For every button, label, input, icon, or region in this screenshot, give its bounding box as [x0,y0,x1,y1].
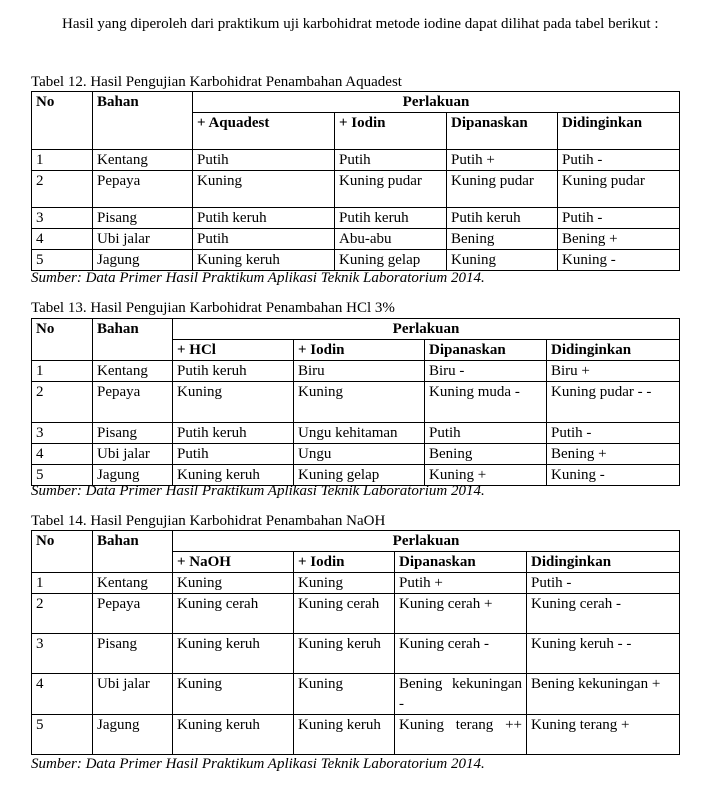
header-no: No [32,531,93,573]
cell: Kuning [294,573,395,594]
cell-no: 2 [32,171,93,208]
cell: Kuning gelap [294,465,425,486]
cell: Putih [425,423,547,444]
cell: Kuning [173,573,294,594]
cell: Kuning [173,674,294,715]
header-sub: Dipanaskan [395,552,527,573]
cell: Putih [193,229,335,250]
table-row [32,573,680,594]
cell-no: 4 [32,229,93,250]
cell-bahan: Kentang [93,150,193,171]
cell-no: 4 [32,444,93,465]
cell: Putih + [447,150,558,171]
cell-bahan: Jagung [93,465,173,486]
cell: Bening [447,229,558,250]
intro-paragraph: Hasil yang diperoleh dari praktikum uji karbohidrat metode iodine dapat dilihat pada tabel berikut : [62,16,659,32]
cell-no: 3 [32,423,93,444]
cell: Kuning keruh [173,715,294,755]
cell: Kuning keruh [173,465,294,486]
cell: Kuning cerah - [395,634,527,674]
cell-no: 5 [32,250,93,271]
cell-bahan: Kentang [93,361,173,382]
cell: Putih [173,444,294,465]
cell-no: 2 [32,382,93,423]
cell: Bening + [558,229,680,250]
cell: Bening kekuningan + [527,674,680,715]
cell: Kuning keruh [294,715,395,755]
cell: Kuning pudar [558,171,680,208]
table-13 [31,318,680,486]
cell: Abu-abu [335,229,447,250]
table-row [32,250,680,271]
cell: Kuning muda - [425,382,547,423]
cell-no: 5 [32,465,93,486]
cell-no: 4 [32,674,93,715]
cell-no: 3 [32,208,93,229]
cell: Putih - [547,423,680,444]
cell: Putih keruh [447,208,558,229]
cell: Putih + [395,573,527,594]
header-sub: Didinginkan [527,552,680,573]
header-sub: Dipanaskan [425,340,547,361]
cell: Kuning terang + [527,715,680,755]
cell-bahan: Ubi jalar [93,444,173,465]
cell-bahan: Ubi jalar [93,674,173,715]
cell: Biru [294,361,425,382]
header-sub: + Iodin [294,552,395,573]
cell: Kuning pudar [447,171,558,208]
table-14 [31,530,680,755]
cell: Putih [335,150,447,171]
cell-bahan: Jagung [93,250,193,271]
header-bahan: Bahan [93,531,173,573]
cell-no: 1 [32,573,93,594]
header-perlakuan: Perlakuan [193,92,680,113]
cell: Putih keruh [173,423,294,444]
table-row [32,674,680,715]
cell: Biru - [425,361,547,382]
cell: Putih keruh [193,208,335,229]
header-bahan: Bahan [93,92,193,150]
table-row [32,171,680,208]
cell: Putih keruh [335,208,447,229]
table-row [32,444,680,465]
cell: Kuning keruh [193,250,335,271]
cell: Kuning keruh [294,634,395,674]
cell: Kuning pudar - - [547,382,680,423]
table-12 [31,91,680,271]
table-row [32,715,680,755]
cell: Kuning pudar [335,171,447,208]
cell-bahan: Pepaya [93,382,173,423]
cell: Kuning [294,674,395,715]
cell: Kuning - [558,250,680,271]
table-row [32,382,680,423]
header-sub: Dipanaskan [447,113,558,150]
cell: Putih - [558,208,680,229]
table-row [32,423,680,444]
table-14-source: Sumber: Data Primer Hasil Praktikum Aplikasi Teknik Laboratorium 2014. [31,756,485,772]
cell: Bening + [547,444,680,465]
cell: Bening kekuningan - [395,674,527,715]
cell: Putih - [527,573,680,594]
cell: Kuning [294,382,425,423]
header-sub: Didinginkan [558,113,680,150]
cell-bahan: Jagung [93,715,173,755]
table-14-caption: Tabel 14. Hasil Pengujian Karbohidrat Penambahan NaOH [31,513,386,529]
cell-no: 1 [32,150,93,171]
cell: Kuning [173,382,294,423]
cell-bahan: Pisang [93,423,173,444]
table-12-caption: Tabel 12. Hasil Pengujian Karbohidrat Penambahan Aquadest [31,74,402,90]
cell-bahan: Pisang [93,634,173,674]
cell: Kuning [193,171,335,208]
table-row [32,634,680,674]
cell: Kuning + [425,465,547,486]
cell: Putih keruh [173,361,294,382]
table-12-source: Sumber: Data Primer Hasil Praktikum Aplikasi Teknik Laboratorium 2014. [31,270,485,286]
header-sub: + NaOH [173,552,294,573]
table-13-source: Sumber: Data Primer Hasil Praktikum Aplikasi Teknik Laboratorium 2014. [31,483,485,499]
cell: Ungu kehitaman [294,423,425,444]
header-sub: + Iodin [294,340,425,361]
cell-no: 2 [32,594,93,634]
cell: Kuning cerah - [527,594,680,634]
cell: Putih [193,150,335,171]
table-row [32,361,680,382]
cell: Kuning keruh [173,634,294,674]
cell-bahan: Ubi jalar [93,229,193,250]
table-13-caption: Tabel 13. Hasil Pengujian Karbohidrat Penambahan HCl 3% [31,300,395,316]
header-perlakuan: Perlakuan [173,531,680,552]
cell: Ungu [294,444,425,465]
header-sub: Didinginkan [547,340,680,361]
header-bahan: Bahan [93,319,173,361]
cell: Kuning - [547,465,680,486]
cell: Kuning terang ++ [395,715,527,755]
table-row [32,594,680,634]
cell: Kuning [447,250,558,271]
cell-no: 5 [32,715,93,755]
cell-bahan: Pepaya [93,594,173,634]
header-sub: + Aquadest [193,113,335,150]
cell: Biru + [547,361,680,382]
cell-no: 1 [32,361,93,382]
table-row [32,208,680,229]
cell: Kuning gelap [335,250,447,271]
cell: Kuning keruh - - [527,634,680,674]
table-row [32,229,680,250]
header-sub: + Iodin [335,113,447,150]
cell-bahan: Kentang [93,573,173,594]
cell: Kuning cerah + [395,594,527,634]
header-no: No [32,92,93,150]
cell: Kuning cerah [173,594,294,634]
table-row [32,150,680,171]
cell: Putih - [558,150,680,171]
header-sub: + HCl [173,340,294,361]
cell: Bening [425,444,547,465]
cell-bahan: Pisang [93,208,193,229]
header-perlakuan: Perlakuan [173,319,680,340]
cell-no: 3 [32,634,93,674]
header-no: No [32,319,93,361]
cell: Kuning cerah [294,594,395,634]
cell-bahan: Pepaya [93,171,193,208]
